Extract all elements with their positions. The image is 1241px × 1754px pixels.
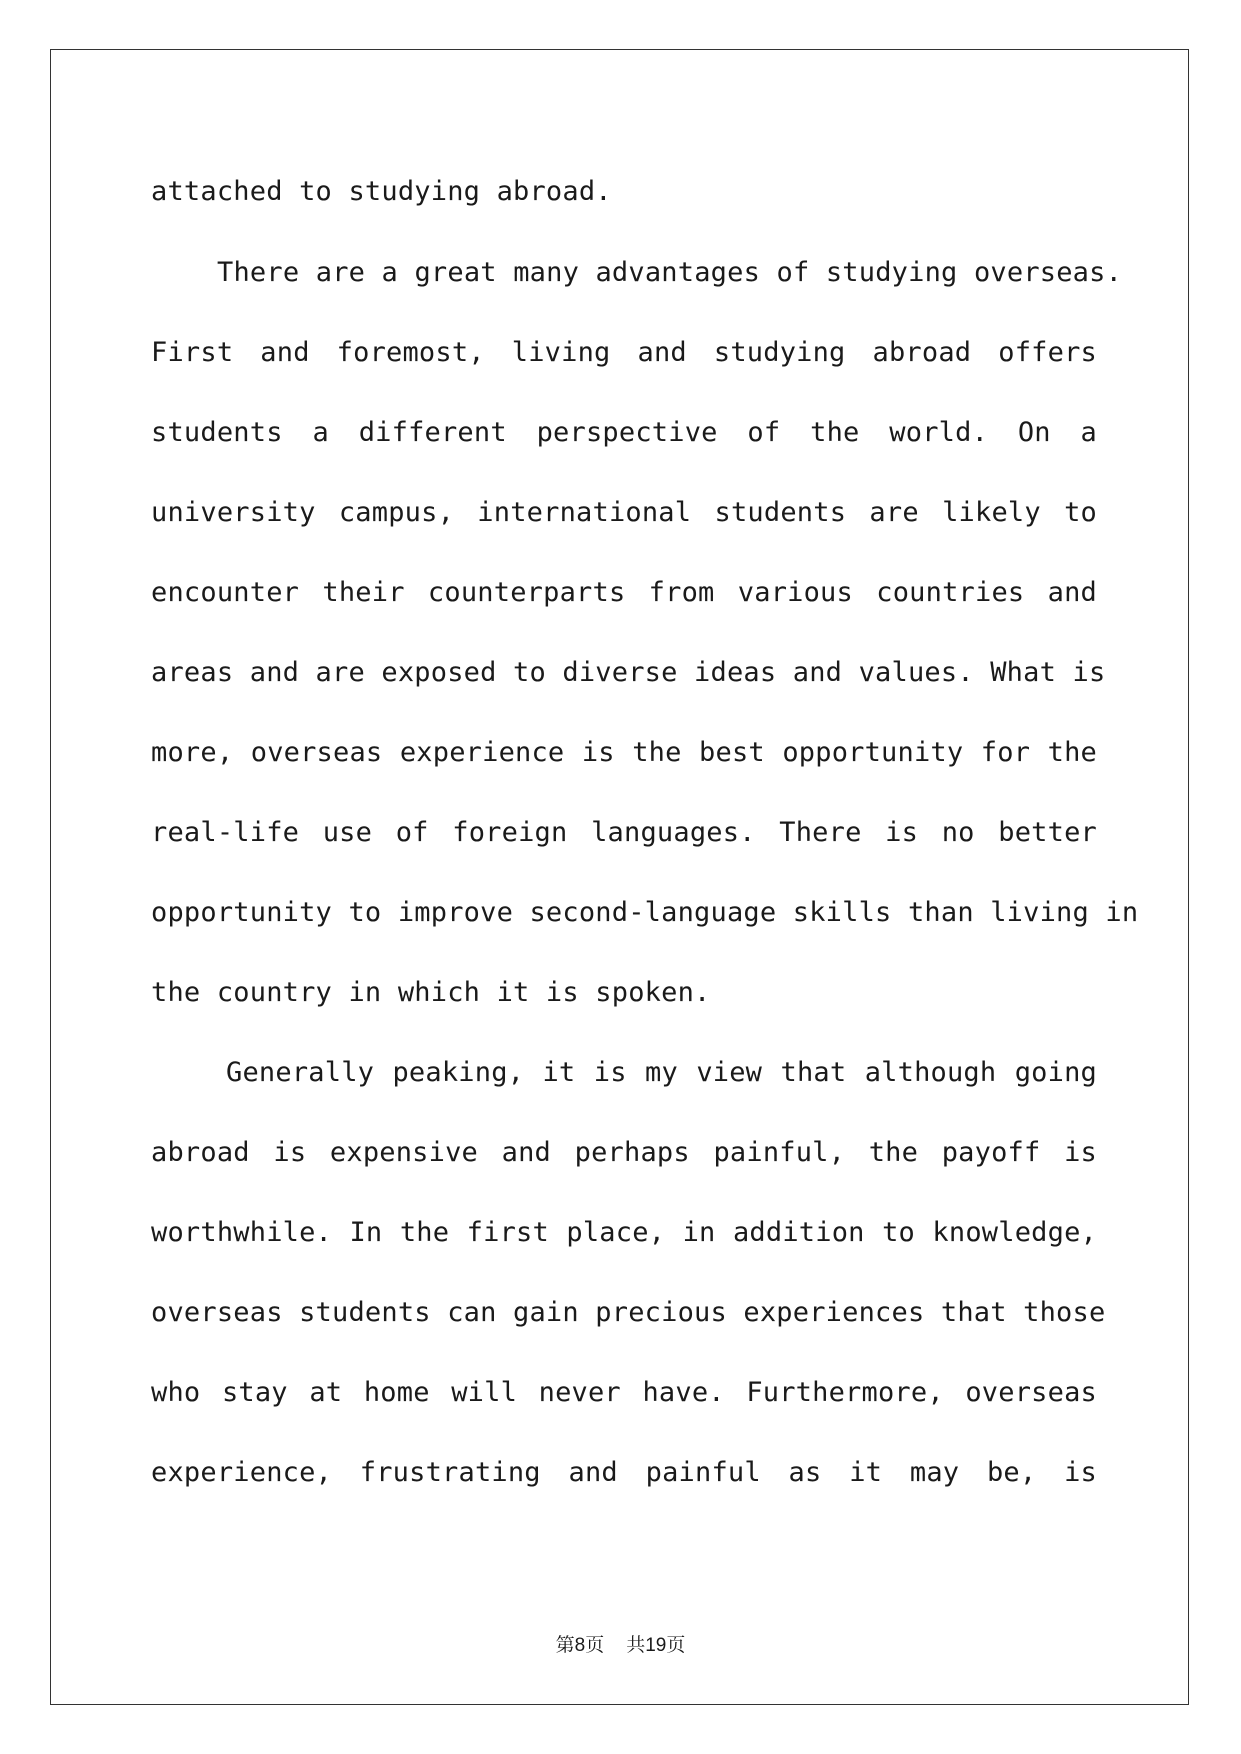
text-line: real-life use of foreign languages. There is no better: [151, 817, 1097, 848]
page-prefix: 第: [555, 1634, 575, 1656]
text-line: more, overseas experience is the best opportunity for the: [151, 737, 1097, 768]
total-suffix: 页: [666, 1634, 686, 1656]
text-line: students a different perspective of the world. On a: [151, 417, 1097, 448]
paragraph-first-line: There are a great many advantages of studying overseas.: [217, 257, 1123, 288]
paragraph-first-line: Generally peaking, it is my view that although going: [226, 1057, 1097, 1088]
text-line: experience, frustrating and painful as it may be, is: [151, 1457, 1097, 1488]
page-footer: [0, 1630, 1241, 1657]
text-line: First and foremost, living and studying abroad offers: [151, 337, 1097, 368]
page-number: 8: [574, 1635, 586, 1656]
text-line: areas and are exposed to diverse ideas and values. What is: [151, 657, 1106, 688]
page-total: 19: [645, 1635, 667, 1656]
text-line: opportunity to improve second-language skills than living in: [151, 897, 1139, 928]
text-line: university campus, international students are likely to: [151, 497, 1097, 528]
text-line: encounter their counterparts from various countries and: [151, 577, 1097, 608]
text-line: abroad is expensive and perhaps painful, the payoff is: [151, 1137, 1097, 1168]
text-line: overseas students can gain precious experiences that those: [151, 1297, 1106, 1328]
page-suffix: 页: [585, 1634, 605, 1656]
text-line: attached to studying abroad.: [151, 176, 612, 207]
text-line: the country in which it is spoken.: [151, 977, 711, 1008]
text-line: worthwhile. In the first place, in addition to knowledge,: [151, 1217, 1097, 1248]
total-prefix: 共: [626, 1634, 646, 1656]
text-line: who stay at home will never have. Furthermore, overseas: [151, 1377, 1097, 1408]
